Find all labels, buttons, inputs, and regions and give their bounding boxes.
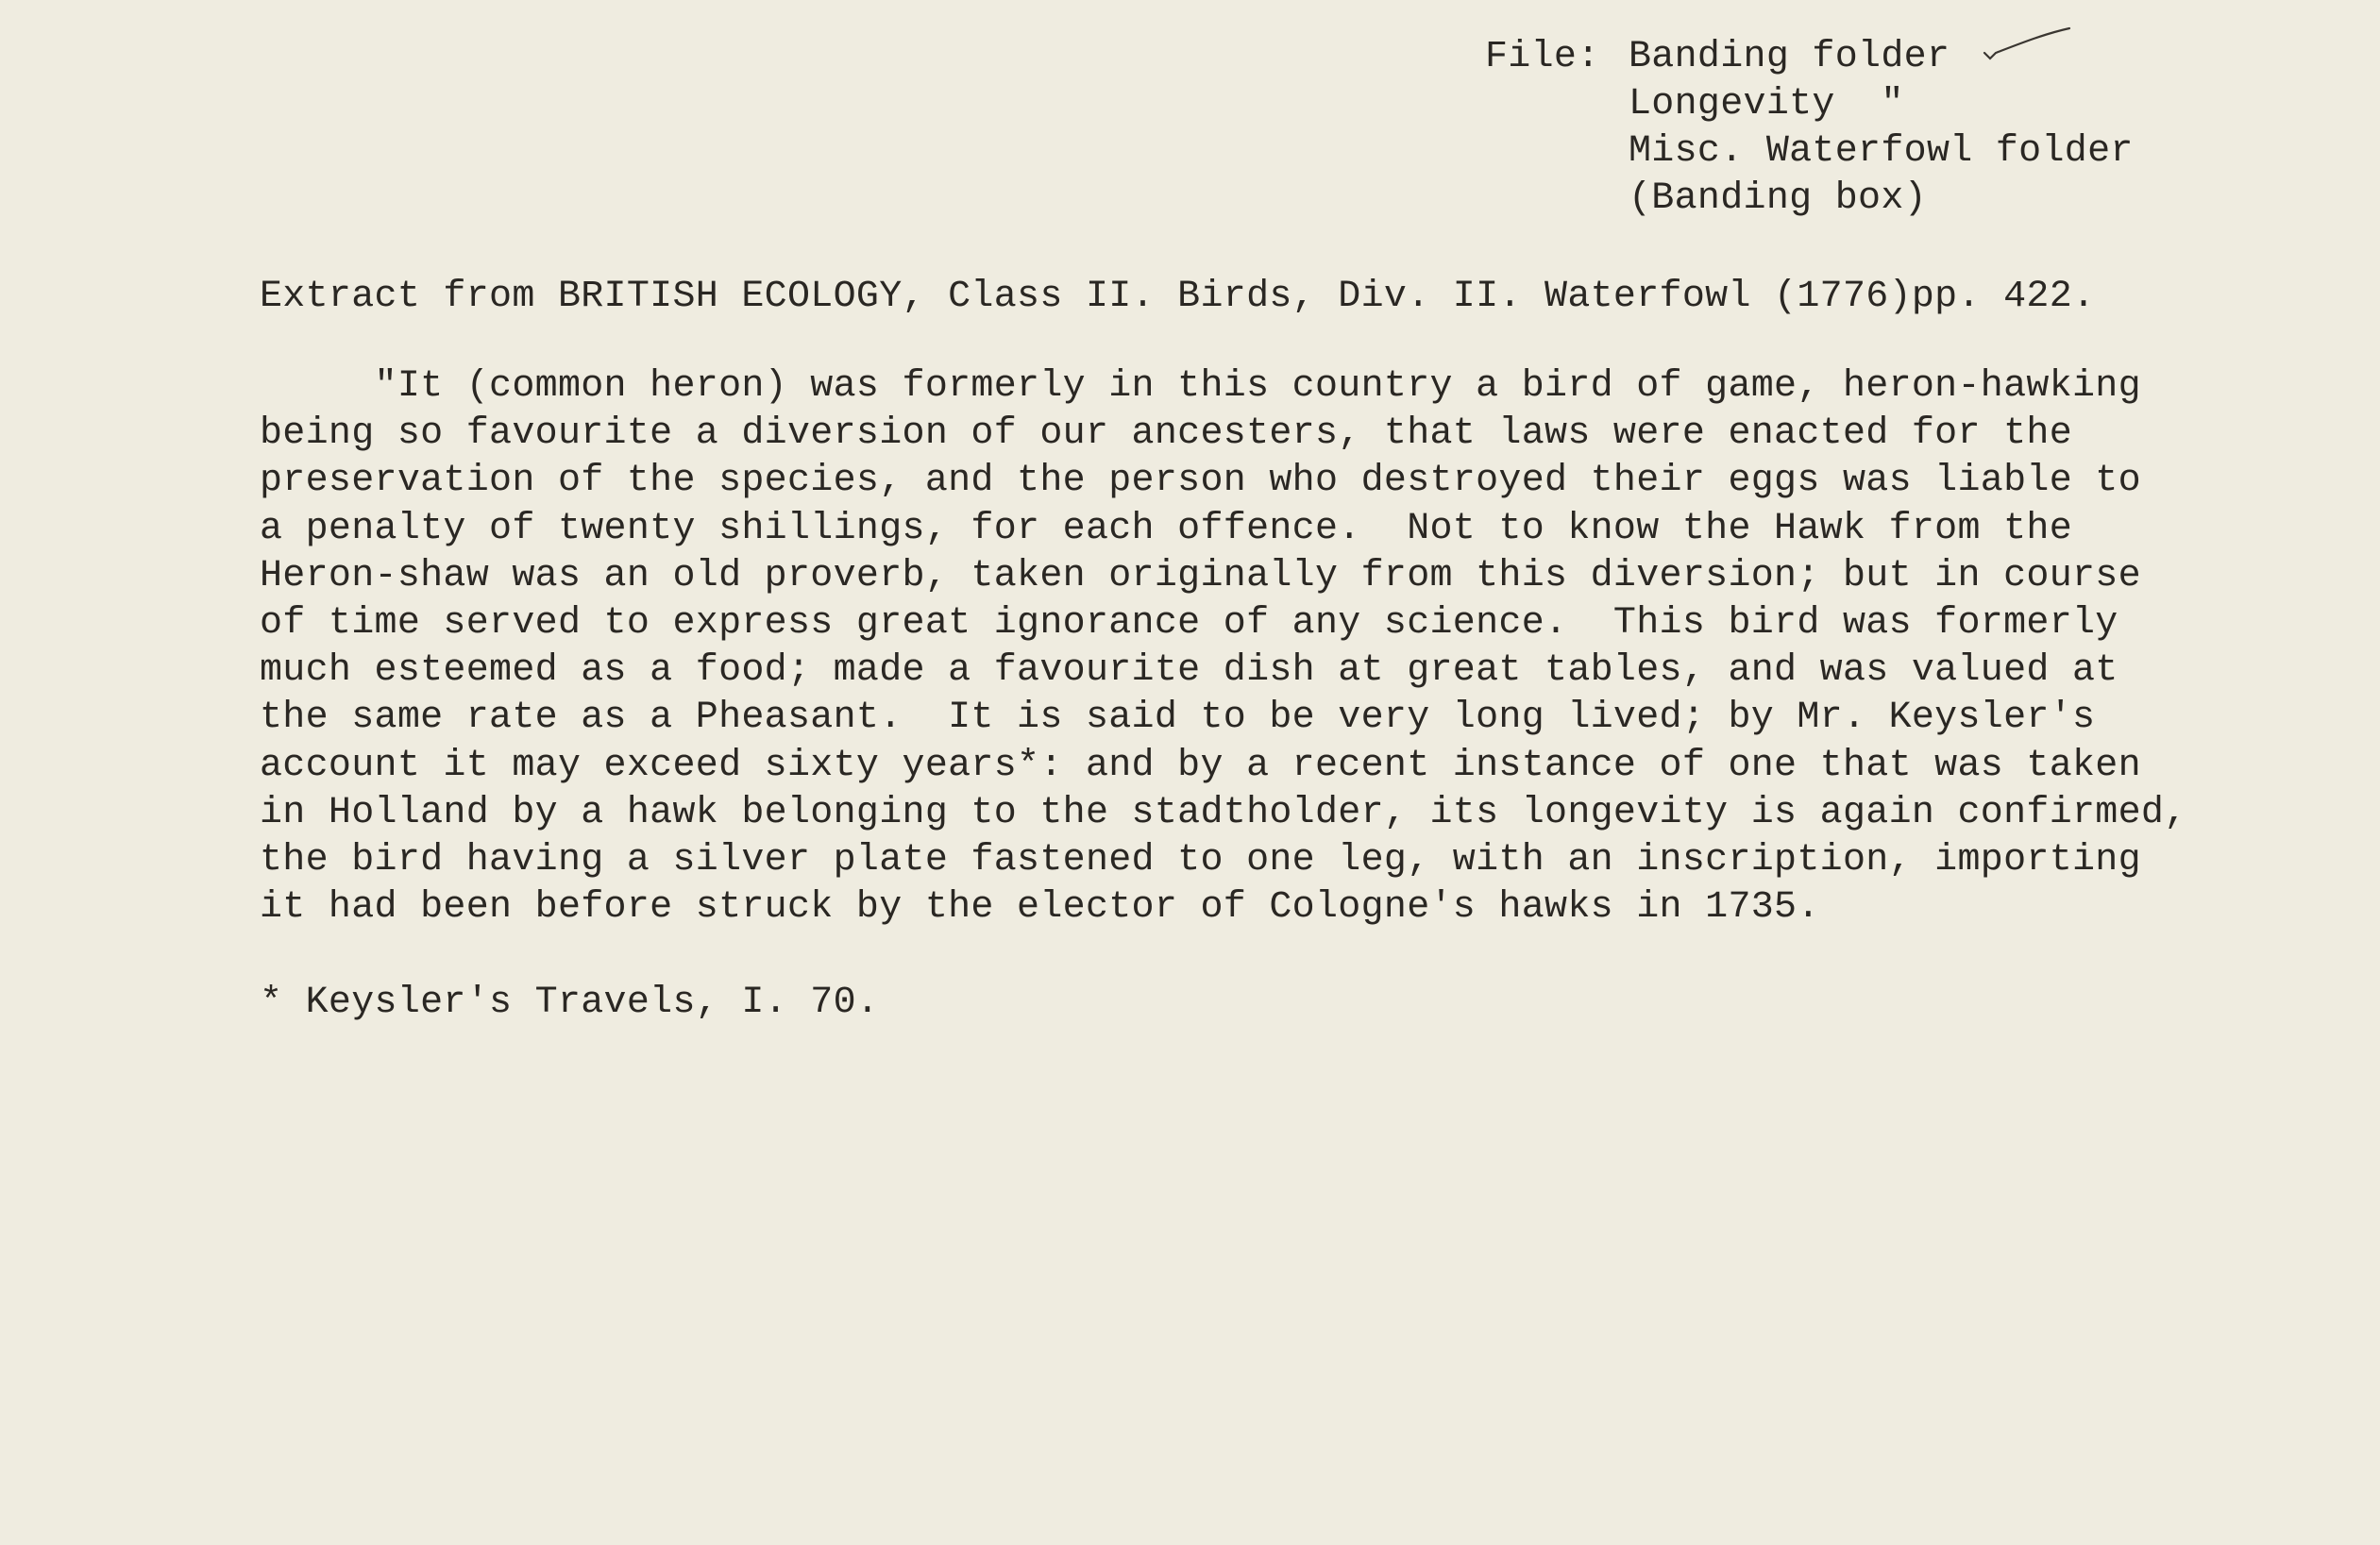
quote-line: being so favourite a diversion of our ancesters, that laws were enacted for the [260, 412, 2073, 456]
quote-line: the bird having a silver plate fastened to one leg, with an inscription, importing [260, 838, 2141, 882]
quote-line: it had been before struck by the elector of Cologne's hawks in 1735. [260, 886, 1820, 930]
quote-body [260, 363, 2187, 932]
quote-line: account it may exceed sixty years*: and by a recent instance of one that was taken [260, 744, 2141, 787]
file-entry-misc-waterfowl: Misc. Waterfowl folder [1629, 130, 2134, 173]
quote-line: the same rate as a Pheasant. It is said to be very long lived; by Mr. Keysler's [260, 697, 2096, 740]
file-label: File: [1485, 36, 1600, 78]
check-mark-icon [1983, 26, 2072, 64]
footnote: * Keysler's Travels, I. 70. [260, 982, 880, 1024]
quote-line: preservation of the species, and the person who destroyed their eggs was liable to [260, 460, 2141, 503]
quote-line: a penalty of twenty shillings, for each offence. Not to know the Hawk from the [260, 507, 2073, 550]
quote-line: much esteemed as a food; made a favourite dish at great tables, and was valued at [260, 649, 2118, 693]
file-entry-banding-folder: Banding folder [1629, 36, 1950, 78]
file-entry-banding-box: (Banding box) [1629, 177, 1927, 220]
quote-line: of time served to express great ignorance of any science. This bird was formerly [260, 601, 2118, 645]
quote-line: "It (common heron) was formerly in this country a bird of game, heron-hawking [260, 365, 2141, 408]
extract-heading: Extract from BRITISH ECOLOGY, Class II. Birds, Div. II. Waterfowl (1776)pp. 422. [260, 276, 2096, 318]
quote-line: in Holland by a hawk belonging to the stadtholder, its longevity is again confirmed, [260, 791, 2187, 834]
file-entry-longevity: Longevity " [1629, 83, 1904, 126]
quote-line: Heron-shaw was an old proverb, taken originally from this diversion; but in course [260, 554, 2141, 597]
